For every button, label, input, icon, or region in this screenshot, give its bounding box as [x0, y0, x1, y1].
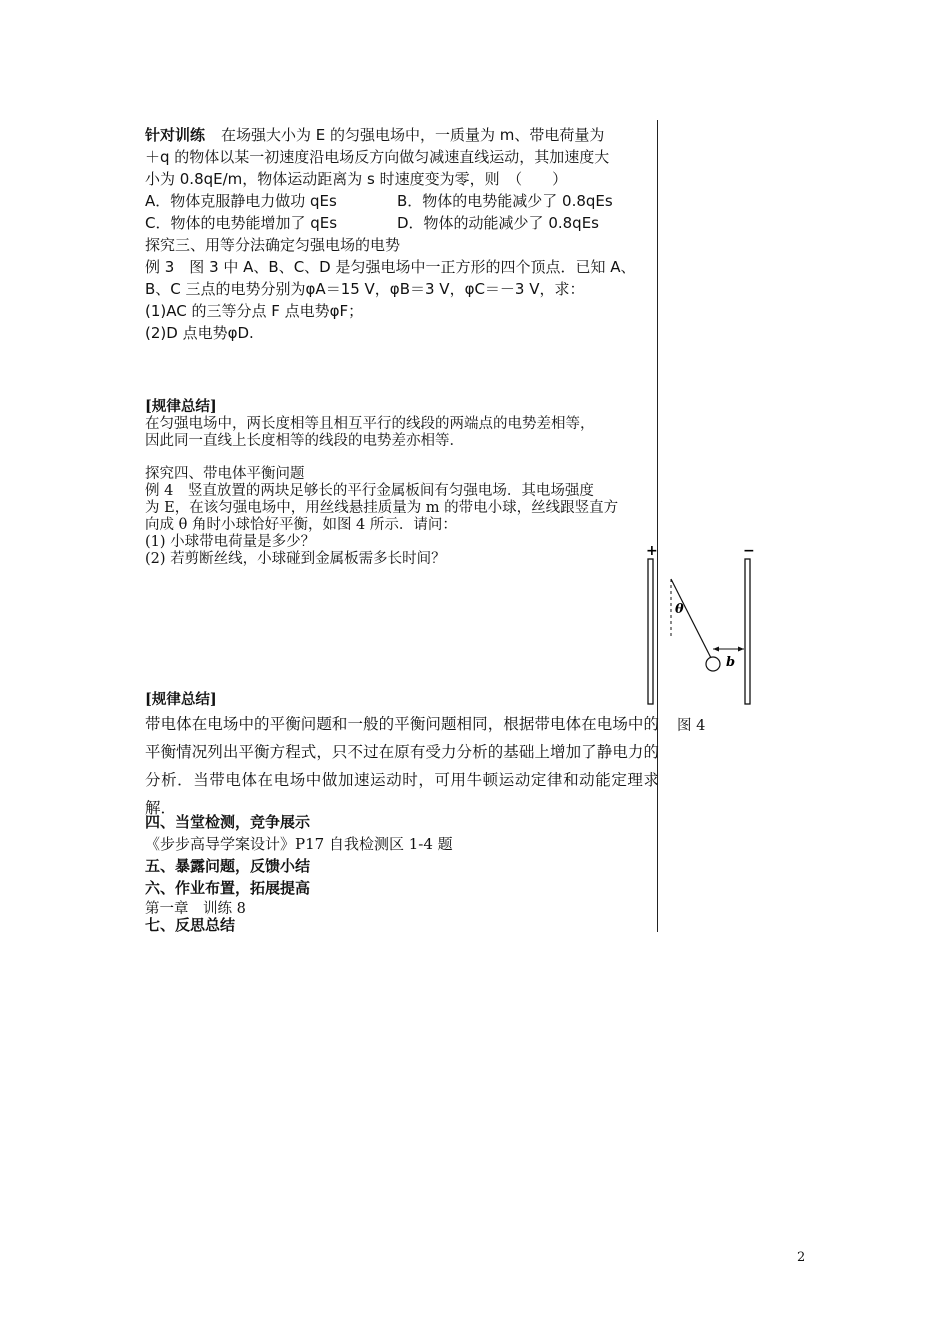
example3-line-2: B、C 三点的电势分别为φA＝15 V，φB＝3 V，φC＝－3 V，求：	[145, 280, 585, 298]
part4-title: 四、当堂检测，竞争展示	[145, 813, 311, 831]
minus-sign: −	[743, 543, 755, 559]
section3-title: 探究三、用等分法确定匀强电场的电势	[145, 236, 401, 254]
part7-title: 七、反思总结	[145, 916, 236, 934]
example4-question-1: (1) 小球带电荷量是多少？	[145, 534, 316, 550]
option-b: B．物体的电势能减少了 0.8qEs	[397, 192, 613, 210]
summary1-line-2: 因此同一直线上长度相等的线段的电势差亦相等．	[145, 433, 464, 449]
arrow-head-left	[713, 647, 719, 652]
drill-label: 针对训练	[145, 126, 206, 144]
drill-line-1	[145, 125, 604, 146]
thread	[671, 579, 711, 658]
example3-question-1: (1)AC 的三等分点 F 点电势φF；	[145, 302, 364, 320]
theta-label: θ	[675, 602, 684, 617]
arrow-head-right	[738, 647, 744, 652]
summary2-text: 带电体在电场中的平衡问题和一般的平衡问题相同，根据带电体在电场中的平衡情况列出平衡方程式，只不过在原有受力分析的基础上增加了静电力的分析．当带电体在电场中做加速运动时，可用牛顿运动定律和动能定理求解．	[145, 715, 659, 817]
drill-line-2: ＋q 的物体以某一初速度沿电场反方向做匀减速直线运动，其加速度大	[145, 148, 610, 166]
example3-line-1: 例 3 图 3 中 A、B、C、D 是匀强电场中一正方形的四个顶点．已知 A、	[145, 258, 636, 276]
section4-title: 探究四、带电体平衡问题	[145, 466, 305, 482]
drill-line-3: 小为 0.8qE/m，物体运动距离为 s 时速度变为零，则 （ ）	[145, 170, 568, 188]
figure4-diagram	[640, 542, 770, 712]
example4-line-2: 为 E，在该匀强电场中，用丝线悬挂质量为 m 的带电小球，丝线跟竖直方	[145, 500, 619, 516]
example4-question-2: (2) 若剪断丝线，小球碰到金属板需多长时间？	[145, 551, 446, 567]
part6-text: 第一章 训练 8	[145, 901, 246, 917]
summary1-label: [规律总结]	[145, 398, 217, 415]
part4-text: 《步步高导学案设计》P17 自我检测区 1-4 题	[145, 835, 453, 853]
charged-ball	[706, 657, 720, 671]
example4-line-3: 向成 θ 角时小球恰好平衡，如图 4 所示．请问：	[145, 517, 457, 533]
option-a: A．物体克服静电力做功 qEs	[145, 192, 337, 210]
drill-text-1: 在场强大小为 E 的匀强电场中，一质量为 m、带电荷量为	[221, 126, 605, 144]
example4-line-1: 例 4 竖直放置的两块足够长的平行金属板间有匀强电场．其电场强度	[145, 483, 594, 499]
negative-plate	[745, 559, 750, 704]
summary2-label: [规律总结]	[145, 691, 217, 708]
positive-plate	[648, 559, 653, 704]
option-d: D．物体的动能减少了 0.8qEs	[397, 214, 599, 232]
part5-title: 五、暴露问题，反馈小结	[145, 857, 311, 875]
part6-title: 六、作业布置，拓展提高	[145, 879, 311, 897]
summary1-line-1: 在匀强电场中，两长度相等且相互平行的线段的两端点的电势差相等，	[145, 416, 595, 432]
b-label: b	[726, 655, 736, 670]
figure4-caption: 图 4	[677, 718, 706, 734]
example3-question-2: (2)D 点电势φD.	[145, 324, 254, 342]
page-number: 2	[797, 1250, 806, 1265]
option-c: C．物体的电势能增加了 qEs	[145, 214, 338, 232]
plus-sign: +	[646, 543, 658, 559]
